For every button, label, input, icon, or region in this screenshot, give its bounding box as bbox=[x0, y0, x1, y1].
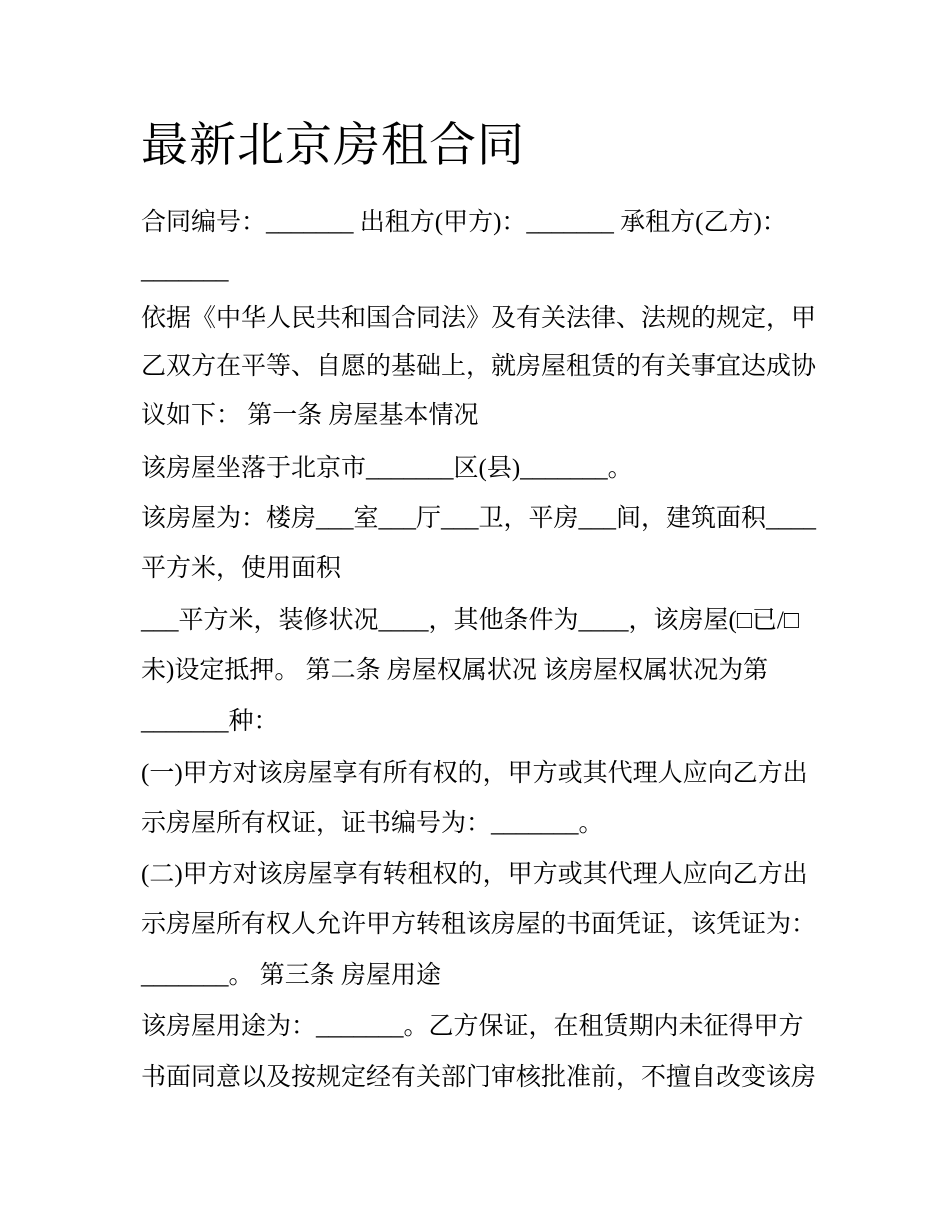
document-title: 最新北京房租合同 bbox=[141, 120, 525, 172]
body-line: 该房屋为：楼房___室___厅___卫，平房___间，建筑面积____ bbox=[141, 505, 817, 532]
body-line: 示房屋所有权人允许甲方转租该房屋的书面凭证，该凭证为： bbox=[141, 911, 817, 938]
body-line: (二)甲方对该房屋享有转租权的，甲方或其代理人应向乙方出 bbox=[141, 861, 808, 888]
contract-header-line-cont: _______ bbox=[141, 257, 229, 284]
body-line: 未)设定抵押。 第二条 房屋权属状况 该房屋权属状况为第 bbox=[141, 657, 769, 684]
body-line: (一)甲方对该房屋享有所有权的，甲方或其代理人应向乙方出 bbox=[141, 760, 808, 787]
contract-header-line: 合同编号：_______ 出租方(甲方)：_______ 承租方(乙方)： bbox=[141, 209, 787, 236]
body-line: 示房屋所有权证，证书编号为：_______。 bbox=[141, 810, 604, 837]
body-line: _______种： bbox=[141, 708, 279, 735]
body-line: ___平方米，装修状况____，其他条件为____，该房屋(□已/□ bbox=[141, 607, 799, 634]
body-line: 依据《中华人民共和国合同法》及有关法律、法规的规定，甲 bbox=[141, 305, 817, 332]
body-line: 议如下： 第一条 房屋基本情况 bbox=[141, 402, 479, 429]
body-line: 该房屋坐落于北京市_______区(县)_______。 bbox=[141, 455, 633, 482]
body-line: _______。 第三条 房屋用途 bbox=[141, 962, 442, 989]
body-line: 书面同意以及按规定经有关部门审核批准前，不擅自改变该房 bbox=[141, 1064, 817, 1091]
body-line: 乙双方在平等、自愿的基础上，就房屋租赁的有关事宜达成协 bbox=[141, 353, 817, 380]
body-line: 平方米，使用面积 bbox=[141, 555, 342, 582]
body-line: 该房屋用途为：_______。乙方保证，在租赁期内未征得甲方 bbox=[141, 1013, 804, 1040]
